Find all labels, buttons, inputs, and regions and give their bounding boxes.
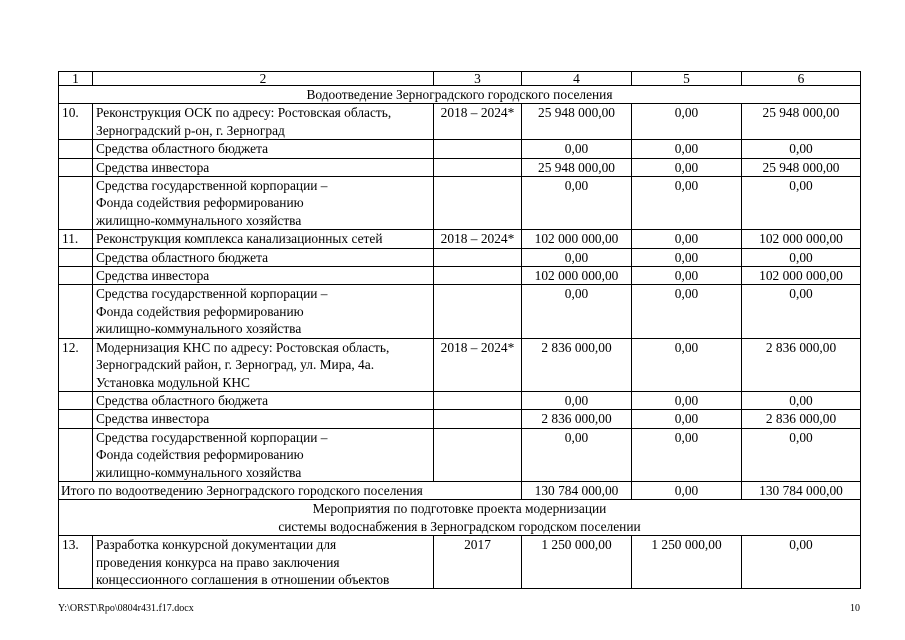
empty-cell: [434, 285, 522, 338]
row-col6: 2 836 000,00: [742, 410, 861, 428]
empty-cell: [59, 267, 93, 285]
empty-cell: [434, 158, 522, 176]
section-title-row: [59, 500, 861, 536]
empty-cell: [59, 140, 93, 158]
row-name-line: Разработка конкурсной документации для: [96, 537, 337, 553]
row-number: 10.: [59, 104, 93, 140]
total-col5: 0,00: [632, 481, 742, 499]
section-title-drainage: Водоотведение Зерноградского городского поселения: [59, 86, 861, 104]
table-row: [59, 248, 861, 266]
header-row: [59, 72, 861, 86]
row-name-line: Зерноградский район, г. Зерноград, ул. Мира, 4а.: [96, 357, 375, 373]
row-name-line: Средства государственной корпорации –: [96, 429, 328, 445]
row-col5: 0,00: [632, 158, 742, 176]
row-col5: 0,00: [632, 285, 742, 338]
row-total: 1 250 000,00: [522, 536, 632, 589]
table-row: [59, 158, 861, 176]
row-total: 0,00: [522, 248, 632, 266]
row-total: 0,00: [522, 285, 632, 338]
section-title-line: системы водоснабжения в Зерноградском городском поселении: [278, 518, 641, 534]
empty-cell: [434, 177, 522, 230]
table-row: [59, 285, 861, 338]
row-name-line: жилищно-коммунального хозяйства: [96, 212, 302, 228]
empty-cell: [434, 410, 522, 428]
row-col5: 0,00: [632, 177, 742, 230]
row-name: [93, 428, 434, 481]
row-total: 102 000 000,00: [522, 267, 632, 285]
header-col-4: 4: [522, 72, 632, 86]
row-col6: 2 836 000,00: [742, 338, 861, 391]
row-name-line: Фонда содействия реформированию: [96, 195, 304, 211]
row-name-line: Модернизация КНС по адресу: Ростовская область,: [96, 339, 390, 355]
row-col5: 0,00: [632, 428, 742, 481]
table-row: [59, 230, 861, 248]
row-period: 2018 – 2024*: [434, 230, 522, 248]
row-col5: 0,00: [632, 230, 742, 248]
total-label: Итого по водоотведению Зерноградского городского поселения: [59, 481, 522, 499]
table-row: [59, 428, 861, 481]
row-name: [93, 338, 434, 391]
row-col6: 25 948 000,00: [742, 104, 861, 140]
row-total: 2 836 000,00: [522, 410, 632, 428]
row-name-line: концессионного соглашения в отношении объектов: [96, 571, 390, 587]
row-period: 2018 – 2024*: [434, 338, 522, 391]
row-name: [93, 177, 434, 230]
empty-cell: [59, 248, 93, 266]
row-number: 11.: [59, 230, 93, 248]
header-col-5: 5: [632, 72, 742, 86]
section-title-water-supply: [59, 500, 861, 536]
footer-file-path: Y:\ORST\Rpo\0804r431.f17.docx: [58, 603, 194, 614]
row-col6: 102 000 000,00: [742, 267, 861, 285]
row-col6: 0,00: [742, 285, 861, 338]
row-col5: 0,00: [632, 140, 742, 158]
row-period: 2017: [434, 536, 522, 589]
row-name: Средства инвестора: [93, 267, 434, 285]
row-col6: 0,00: [742, 391, 861, 409]
row-period: 2018 – 2024*: [434, 104, 522, 140]
row-total: 102 000 000,00: [522, 230, 632, 248]
empty-cell: [59, 428, 93, 481]
table-row: [59, 338, 861, 391]
row-name-line: Средства государственной корпорации –: [96, 178, 328, 194]
row-col5: 0,00: [632, 267, 742, 285]
row-col5: 0,00: [632, 104, 742, 140]
row-name-line: Средства государственной корпорации –: [96, 286, 328, 302]
row-number: 13.: [59, 536, 93, 589]
empty-cell: [434, 428, 522, 481]
row-total: 0,00: [522, 177, 632, 230]
row-name-line: проведения конкурса на право заключения: [96, 554, 340, 570]
empty-cell: [59, 410, 93, 428]
section-title-row: [59, 86, 861, 104]
empty-cell: [434, 267, 522, 285]
row-name-line: Зерноградский р-он, г. Зерноград: [96, 122, 285, 138]
table-row: [59, 391, 861, 409]
row-total: 0,00: [522, 428, 632, 481]
empty-cell: [434, 140, 522, 158]
section-title-line: Мероприятия по подготовке проекта модернизации: [312, 501, 607, 517]
empty-cell: [434, 248, 522, 266]
row-col5: 0,00: [632, 410, 742, 428]
empty-cell: [59, 285, 93, 338]
table-row: [59, 410, 861, 428]
table-row: [59, 267, 861, 285]
row-name-line: Реконструкция ОСК по адресу: Ростовская область,: [96, 105, 392, 121]
row-name: Средства областного бюджета: [93, 391, 434, 409]
row-total: 25 948 000,00: [522, 158, 632, 176]
row-col5: 0,00: [632, 391, 742, 409]
header-col-1: 1: [59, 72, 93, 86]
header-col-2: 2: [93, 72, 434, 86]
total-col6: 130 784 000,00: [742, 481, 861, 499]
header-col-6: 6: [742, 72, 861, 86]
row-name: Средства областного бюджета: [93, 140, 434, 158]
row-total: 25 948 000,00: [522, 104, 632, 140]
row-col5: 0,00: [632, 338, 742, 391]
row-name-line: Установка модульной КНС: [96, 374, 250, 390]
empty-cell: [434, 391, 522, 409]
row-name: Средства инвестора: [93, 158, 434, 176]
empty-cell: [59, 158, 93, 176]
table-row: [59, 104, 861, 140]
row-name-line: Фонда содействия реформированию: [96, 447, 304, 463]
footer-page-number: 10: [850, 603, 860, 614]
row-name: [93, 536, 434, 589]
row-name: [93, 104, 434, 140]
row-total: 0,00: [522, 140, 632, 158]
total-sum: 130 784 000,00: [522, 481, 632, 499]
table-row: [59, 140, 861, 158]
row-col6: 0,00: [742, 428, 861, 481]
row-col6: 0,00: [742, 248, 861, 266]
total-row: [59, 481, 861, 499]
header-col-3: 3: [434, 72, 522, 86]
empty-cell: [59, 177, 93, 230]
empty-cell: [59, 391, 93, 409]
row-col6: 25 948 000,00: [742, 158, 861, 176]
budget-table: [58, 71, 861, 589]
row-name: Средства областного бюджета: [93, 248, 434, 266]
row-number: 12.: [59, 338, 93, 391]
row-col5: 1 250 000,00: [632, 536, 742, 589]
row-col6: 0,00: [742, 536, 861, 589]
row-name-line: жилищно-коммунального хозяйства: [96, 464, 302, 480]
row-name-line: Фонда содействия реформированию: [96, 303, 304, 319]
row-col6: 0,00: [742, 177, 861, 230]
row-col6: 102 000 000,00: [742, 230, 861, 248]
row-col5: 0,00: [632, 248, 742, 266]
row-col6: 0,00: [742, 140, 861, 158]
row-name-line: жилищно-коммунального хозяйства: [96, 321, 302, 337]
table-row: [59, 177, 861, 230]
row-total: 0,00: [522, 391, 632, 409]
row-name: [93, 285, 434, 338]
row-total: 2 836 000,00: [522, 338, 632, 391]
row-name: Реконструкция комплекса канализационных сетей: [93, 230, 434, 248]
table-row: [59, 536, 861, 589]
row-name: Средства инвестора: [93, 410, 434, 428]
